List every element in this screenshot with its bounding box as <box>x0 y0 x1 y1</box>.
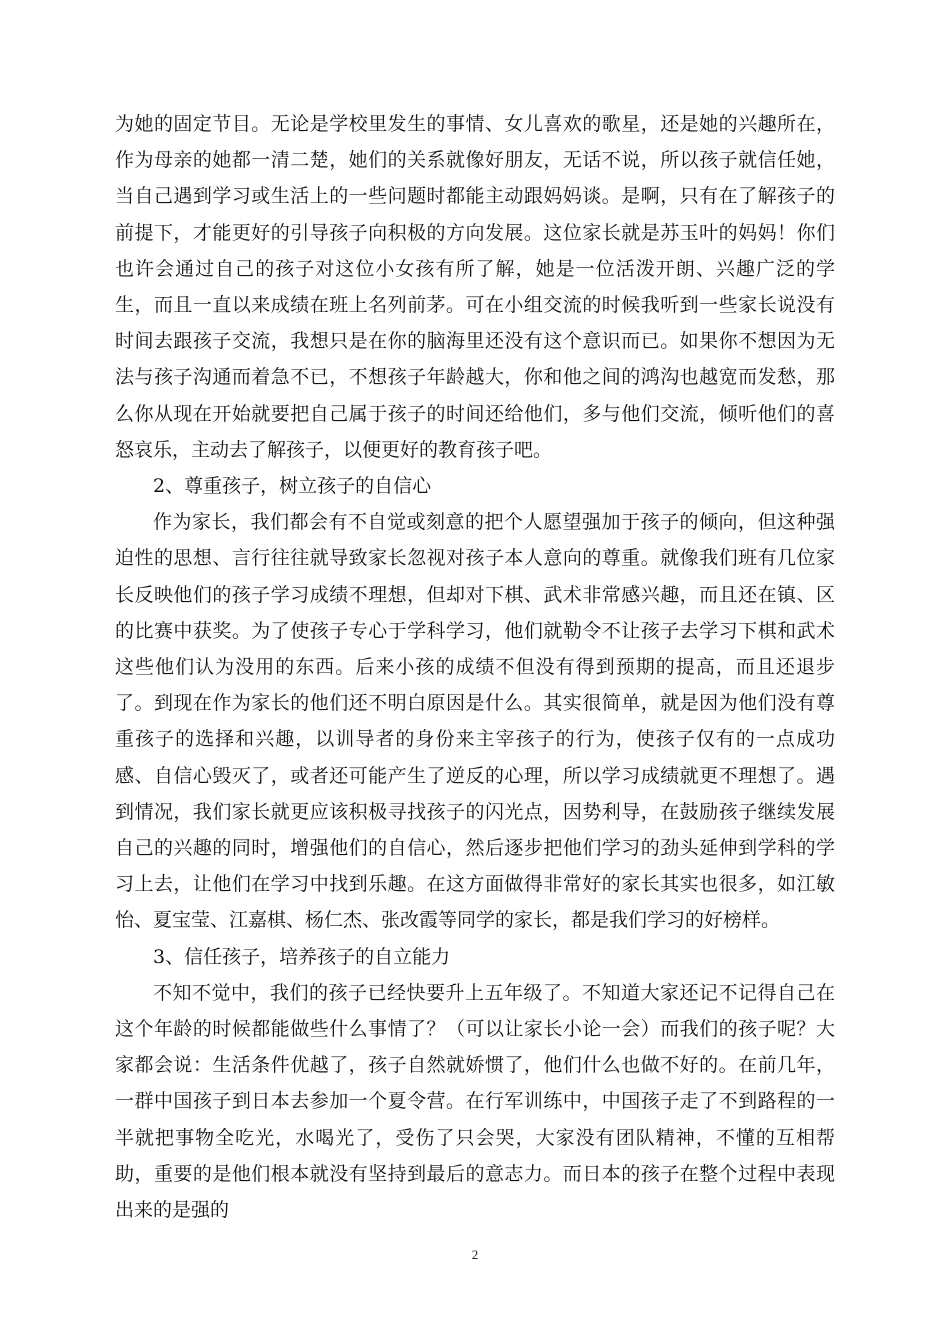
document-body <box>115 106 835 1228</box>
section-heading-respect: 2、尊重孩子，树立孩子的自信心 <box>153 475 432 498</box>
page-number: 2 <box>471 1247 479 1262</box>
paragraph-respect: 作为家长，我们都会有不自觉或刻意的把个人愿望强加于孩子的倾向，但这种强迫性的思想、言行往往就导致家长忽视对孩子本人意向的尊重。就像我们班有几位家长反映他们的孩子学习成绩不理想，但却对下棋、武术非常感兴趣，而且还在镇、区的比赛中获奖。为了使孩子专心于学科学习，他们就勒令不让孩子去学习下棋和武术这些他们认为没用的东西。后来小孩的成绩不但没有得到预期的提高，而且还退步了。到现在作为家长的他们还不明白原因是什么。其实很简单，就是因为他们没有尊重孩子的选择和兴趣，以训导者的身份来主宰孩子的行为，使孩子仅有的一点成功感、自信心毁灭了，或者还可能产生了逆反的心理，所以学习成绩就更不理想了。遇到情况，我们家长就更应该积极寻找孩子的闪光点，因势利导，在鼓励孩子继续发展自己的兴趣的同时，增强他们的自信心，然后逐步把他们学习的劲头延伸到学科的学习上去，让他们在学习中找到乐趣。在这方面做得非常好的家长其实也很多，如江敏怡、夏宝莹、江嘉棋、杨仁杰、张改霞等同学的家长，都是我们学习的好榜样。 <box>115 511 835 932</box>
paragraph-continuation: 为她的固定节目。无论是学校里发生的事情、女儿喜欢的歌星，还是她的兴趣所在，作为母亲的她都一清二楚，她们的关系就像好朋友，无话不说，所以孩子就信任她，当自己遇到学习或生活上的一些问题时都能主动跟妈妈谈。是啊，只有在了解孩子的前提下，才能更好的引导孩子向积极的方向发展。这位家长就是苏玉叶的妈妈！你们也许会通过自己的孩子对这位小女孩有所了解，她是一位活泼开朗、兴趣广泛的学生，而且一直以来成绩在班上名列前茅。可在小组交流的时候我听到一些家长说没有时间去跟孩子交流，我想只是在你的脑海里还没有这个意识而已。如果你不想因为无法与孩子沟通而着急不已，不想孩子年龄越大，你和他之间的鸿沟也越宽而发愁，那么你从现在开始就要把自己属于孩子的时间还给他们，多与他们交流，倾听他们的喜怒哀乐，主动去了解孩子，以便更好的教育孩子吧。 <box>115 113 835 461</box>
paragraph-trust: 不知不觉中，我们的孩子已经快要升上五年级了。不知道大家还记不记得自己在这个年龄的时候都能做些什么事情了？（可以让家长小论一会）而我们的孩子呢？大家都会说：生活条件优越了，孩子自然就娇惯了，他们什么也做不好的。在前几年，一群中国孩子到日本去参加一个夏令营。在行军训练中，中国孩子走了不到路程的一半就把事物全吃光，水喝光了，受伤了只会哭，大家没有团队精神，不懂的互相帮助，重要的是他们根本就没有坚持到最后的意志力。而日本的孩子在整个过程中表现出来的是强的 <box>115 981 835 1222</box>
section-heading-trust: 3、信任孩子，培养孩子的自立能力 <box>153 945 451 968</box>
